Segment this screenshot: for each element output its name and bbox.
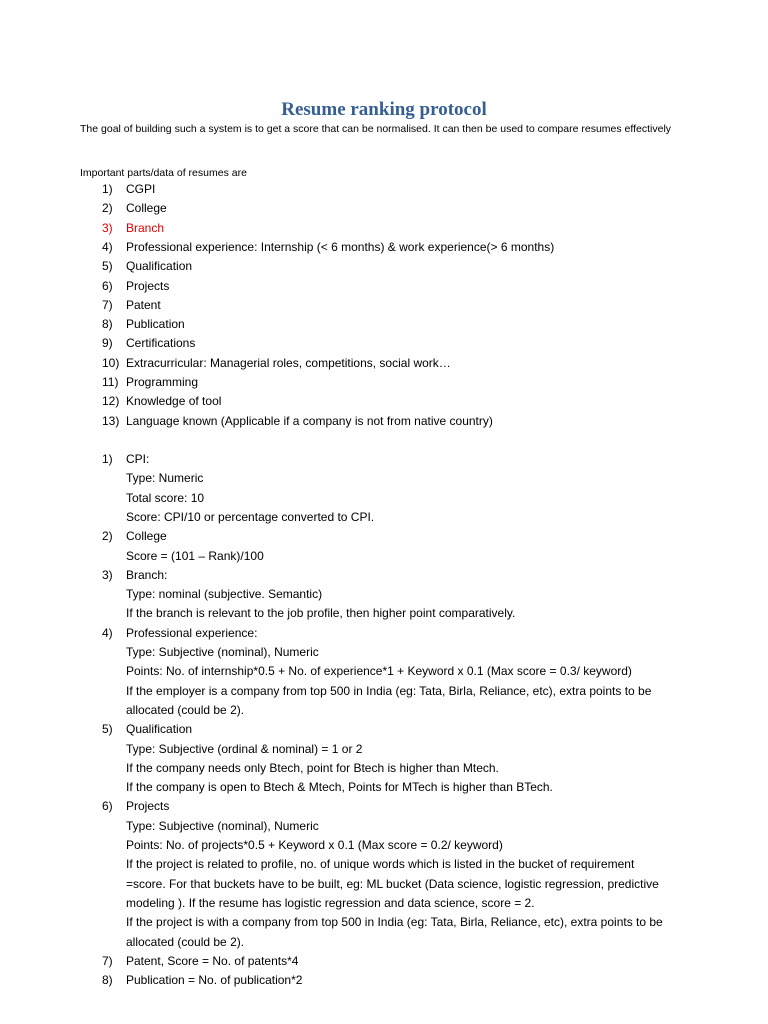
list-number: 8) [102,317,113,332]
list-number: 6) [102,799,113,814]
list-text: College [126,529,167,544]
list-number: 8) [102,973,113,988]
list-number: 1) [102,182,113,196]
list-text: modeling ). If the resume has logistic regression and data science, score = 2. [126,895,535,910]
list-number: 7) [102,297,113,312]
list-text: Points: No. of projects*0.5 + Keyword x 0.1 (Max score = 0.2/ keyword) [126,838,503,852]
list-text: Certifications [126,336,196,351]
page-title: Resume ranking protocol [281,99,487,120]
list-text: Knowledge of tool [126,394,222,409]
intro-paragraph: The goal of building such a system is to get a score that can be normalised. It can then be used to compare resumes effectively [80,123,672,135]
list-text: If the company is open to Btech & Mtech, Points for MTech is higher than BTech. [126,780,553,795]
list-text: If the employer is a company from top 500 in India (eg: Tata, Birla, Reliance, etc), extra points to be [126,683,652,698]
list-number: 2) [102,529,113,544]
list-text: Score: CPI/10 or percentage converted to CPI. [126,509,375,524]
list-number: 2) [102,201,113,216]
list-text: Type: Subjective (ordinal & nominal) = 1 or 2 [126,741,363,756]
list-text: CPI: [126,452,150,466]
list-text: If the branch is relevant to the job profile, then higher point comparatively. [126,606,516,621]
list-text: Score = (101 – Rank)/100 [126,548,264,563]
list-text: College [126,201,167,216]
list-text: If the project is related to profile, no. of unique words which is listed in the bucket of requirement [126,857,635,872]
list-text: Branch [126,220,165,235]
list-text: Points: No. of internship*0.5 + No. of experience*1 + Keyword x 0.1 (Max score = 0.3/ keyword) [126,664,632,679]
list-text: CGPI [126,182,156,196]
list-text: Branch: [126,567,168,582]
list-text: Qualification [126,722,193,737]
list-text: If the project is with a company from top 500 in India (eg: Tata, Birla, Reliance, etc), extra points to be [126,915,663,930]
list-text: If the company needs only Btech, point for Btech is higher than Mtech. [126,760,499,775]
list-number: 6) [102,278,113,293]
list-text: Type: nominal (subjective. Semantic) [126,587,323,602]
list-text: Projects [126,799,170,814]
list-number: 4) [102,239,113,254]
list-text: Programming [126,375,199,389]
list-text: Type: Numeric [126,471,204,486]
list-number: 5) [102,259,113,274]
list-number: 13) [102,413,120,428]
list-number: 9) [102,336,113,351]
list-text: =score. For that buckets have to be built, eg: ML bucket (Data science, logistic regression, predictive [126,876,659,891]
list-text: Professional experience: [126,625,258,640]
list-text: Patent [126,297,161,312]
list-number: 5) [102,722,113,737]
list-text: Projects [126,278,170,293]
list-number: 11) [102,375,119,389]
list-text: allocated (could be 2). [126,702,245,717]
list-number: 1) [102,452,113,466]
list-number: 3) [102,220,113,235]
list-number: 12) [102,394,120,409]
list-text: Type: Subjective (nominal), Numeric [126,818,319,833]
list-text: Publication [126,317,185,332]
list-text: Publication = No. of publication*2 [126,973,303,988]
list-text: Professional experience: Internship (< 6 months) & work experience(> 6 months) [126,239,555,254]
list-text: Qualification [126,259,193,274]
parts-heading: Important parts/data of resumes are [80,167,247,179]
list-text: Total score: 10 [126,490,205,505]
list-text: Patent, Score = No. of patents*4 [126,953,299,968]
list-text: Language known (Applicable if a company is not from native country) [126,413,493,428]
list-number: 10) [102,355,120,370]
list-text: allocated (could be 2). [126,934,245,949]
list-number: 3) [102,567,113,582]
list-number: 4) [102,625,113,640]
list-text: Extracurricular: Managerial roles, competitions, social work… [126,355,451,370]
list-text: Type: Subjective (nominal), Numeric [126,645,319,659]
list-number: 7) [102,953,113,968]
